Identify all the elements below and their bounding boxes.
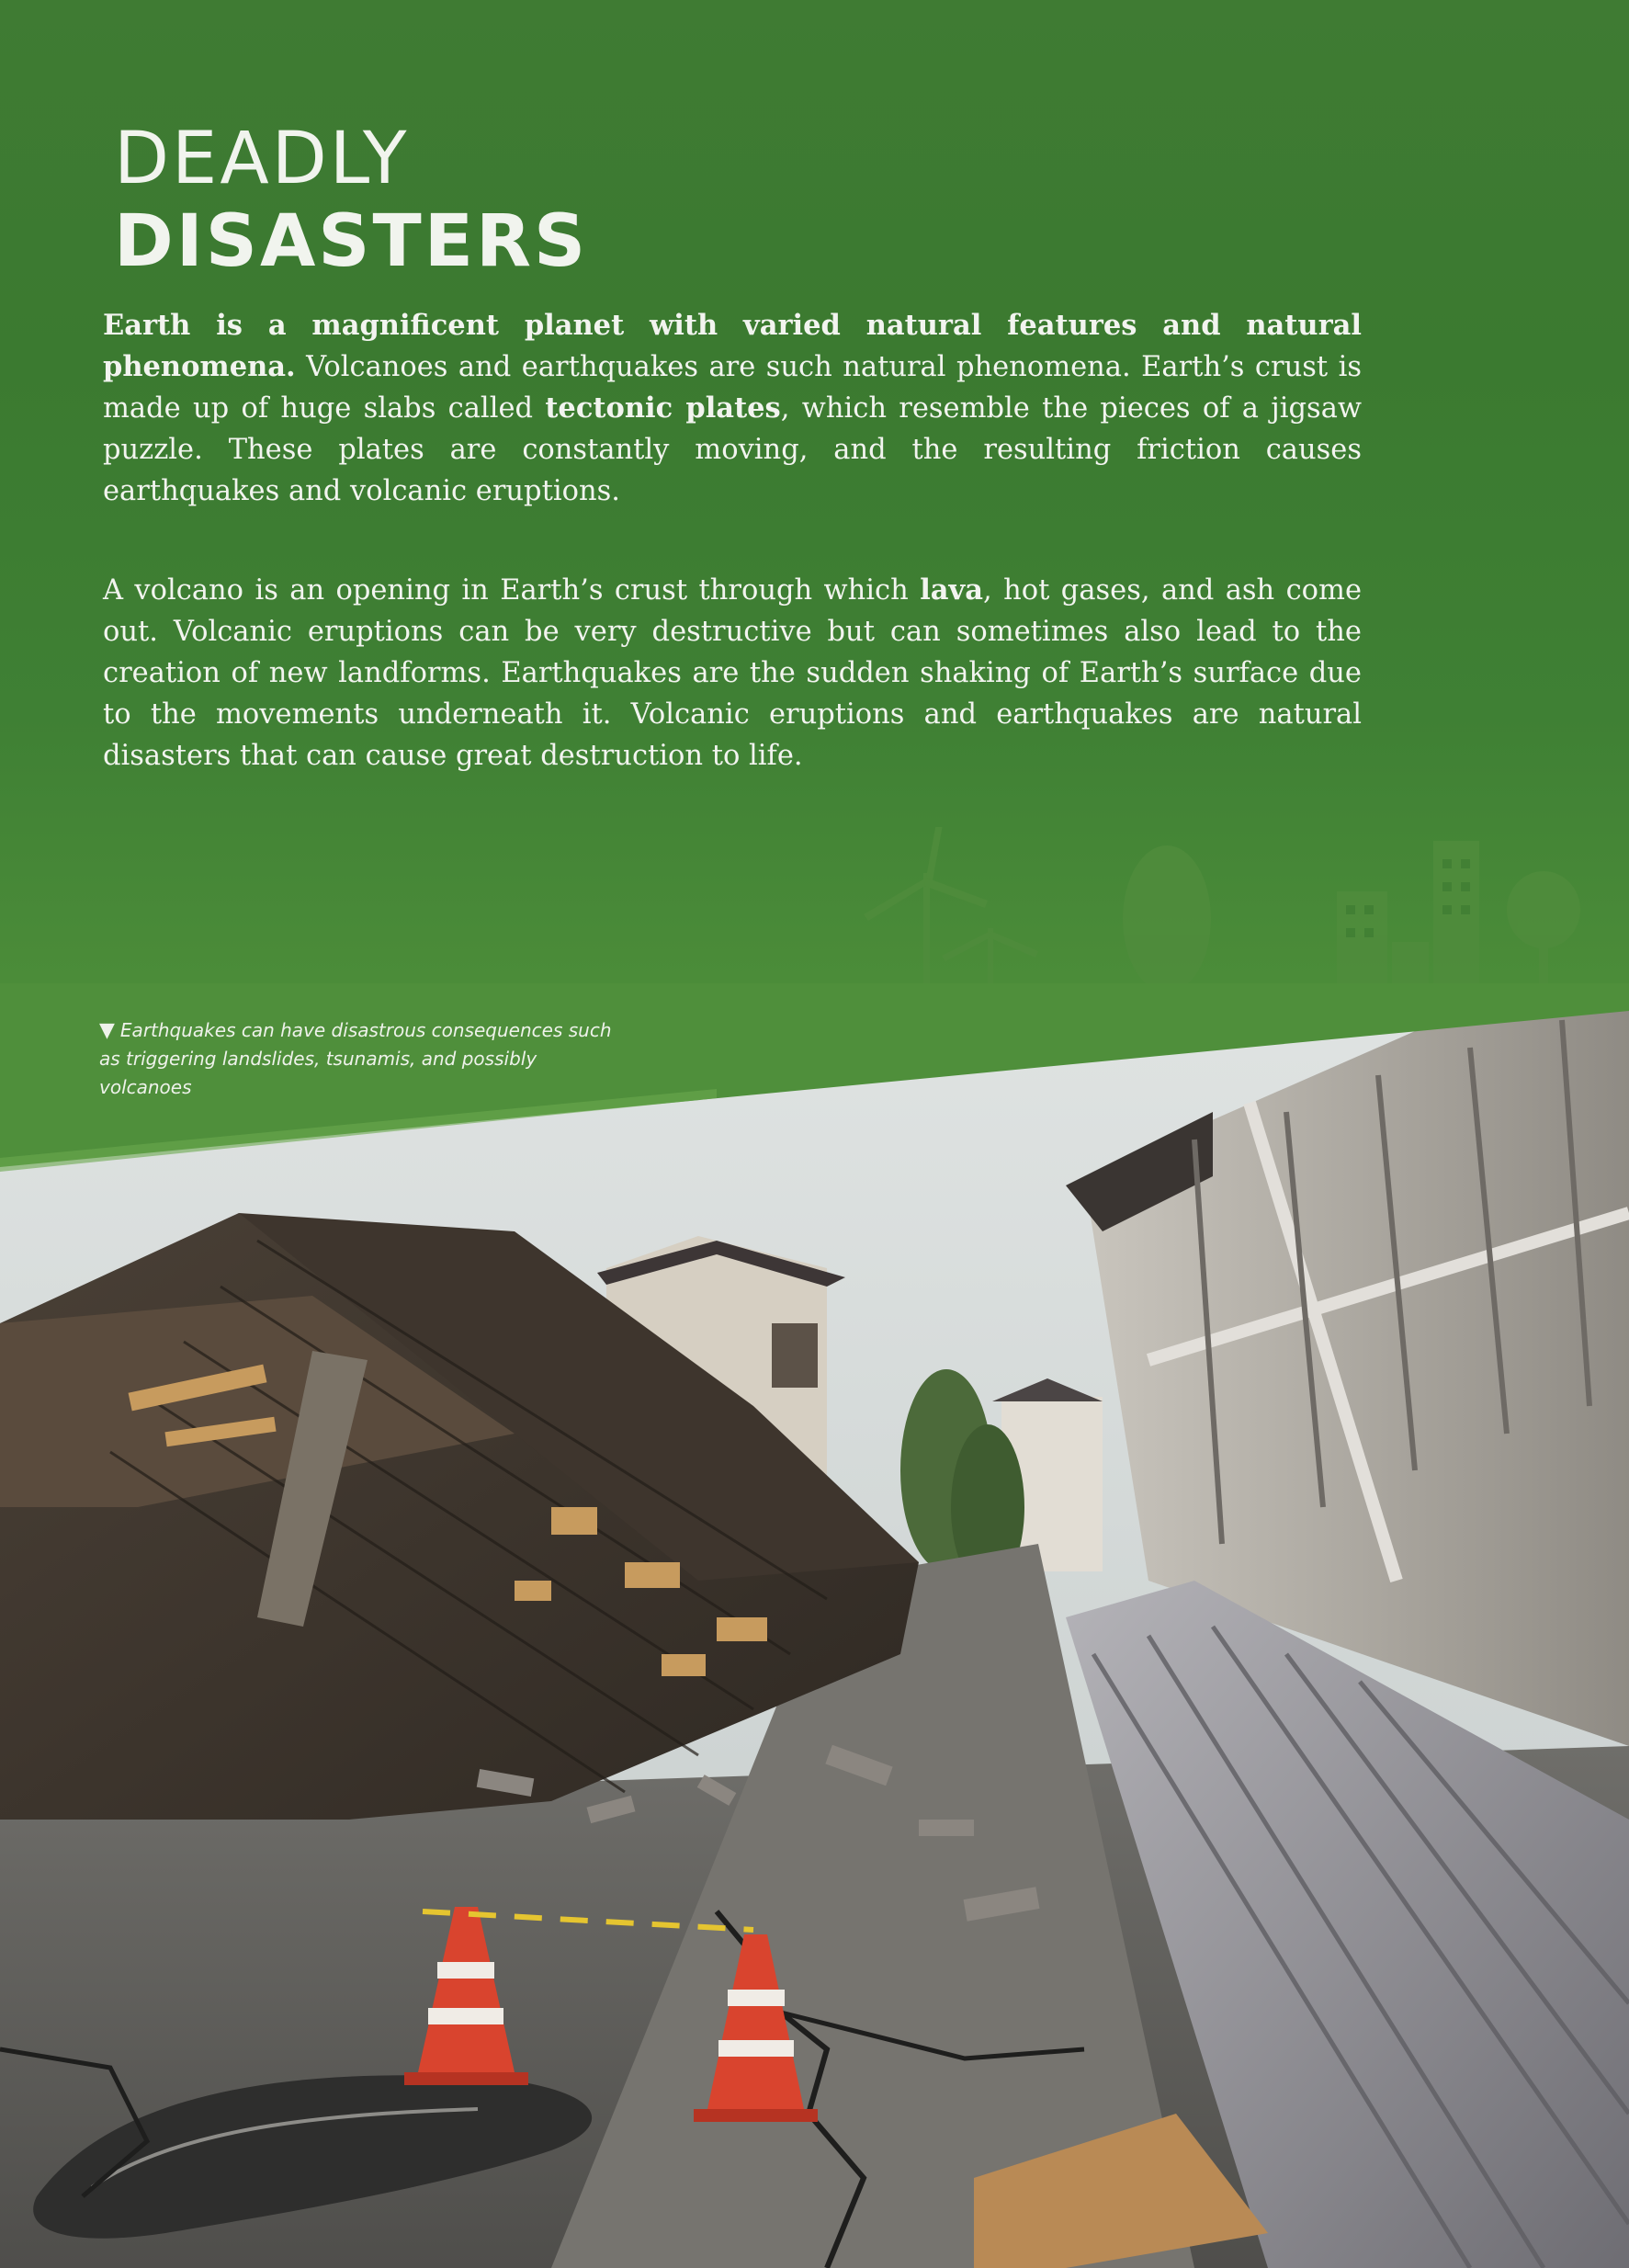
paragraph2-text-a: A volcano is an opening in Earth’s crust through which: [103, 574, 921, 607]
page-title: [114, 118, 588, 283]
down-triangle-icon: ▼: [99, 1019, 115, 1042]
volcano-paragraph: [103, 570, 1362, 777]
term-lava: lava: [920, 573, 984, 607]
paragraph1-text-a: Volcanoes and earthquakes are such natural phenomena. Earth’s crust is made up of huge slabs called: [103, 351, 1362, 425]
caption-text: Earthquakes can have disastrous consequences such as triggering landslides, tsunamis, and possibly volcanoes: [99, 1019, 612, 1098]
title-line-disasters: DISASTERS: [114, 200, 589, 283]
title-line-deadly: DEADLY: [114, 118, 410, 200]
paragraph1-text-b: , which resemble the pieces of a jigsaw puzzle. These plates are constantly moving, and the resulting friction causes earthquakes and volcanic eruptions.: [103, 392, 1362, 507]
photo-caption: [99, 1016, 614, 1102]
term-tectonic-plates: tectonic plates: [545, 391, 781, 425]
lead-sentence: Earth is a magnificent planet with varied natural features and natural phenomena.: [103, 309, 1362, 383]
intro-paragraph: [103, 305, 1362, 512]
paragraph2-text-b: , hot gases, and ash come out. Volcanic eruptions can be very destructive but can sometimes also lead to the creation of new landforms. Earthquakes are the sudden shaking of Earth’s surface due to the movements underneath it. Volcanic eruptions and earthquakes are natural disasters that can cause great destruction to life.: [103, 574, 1363, 772]
